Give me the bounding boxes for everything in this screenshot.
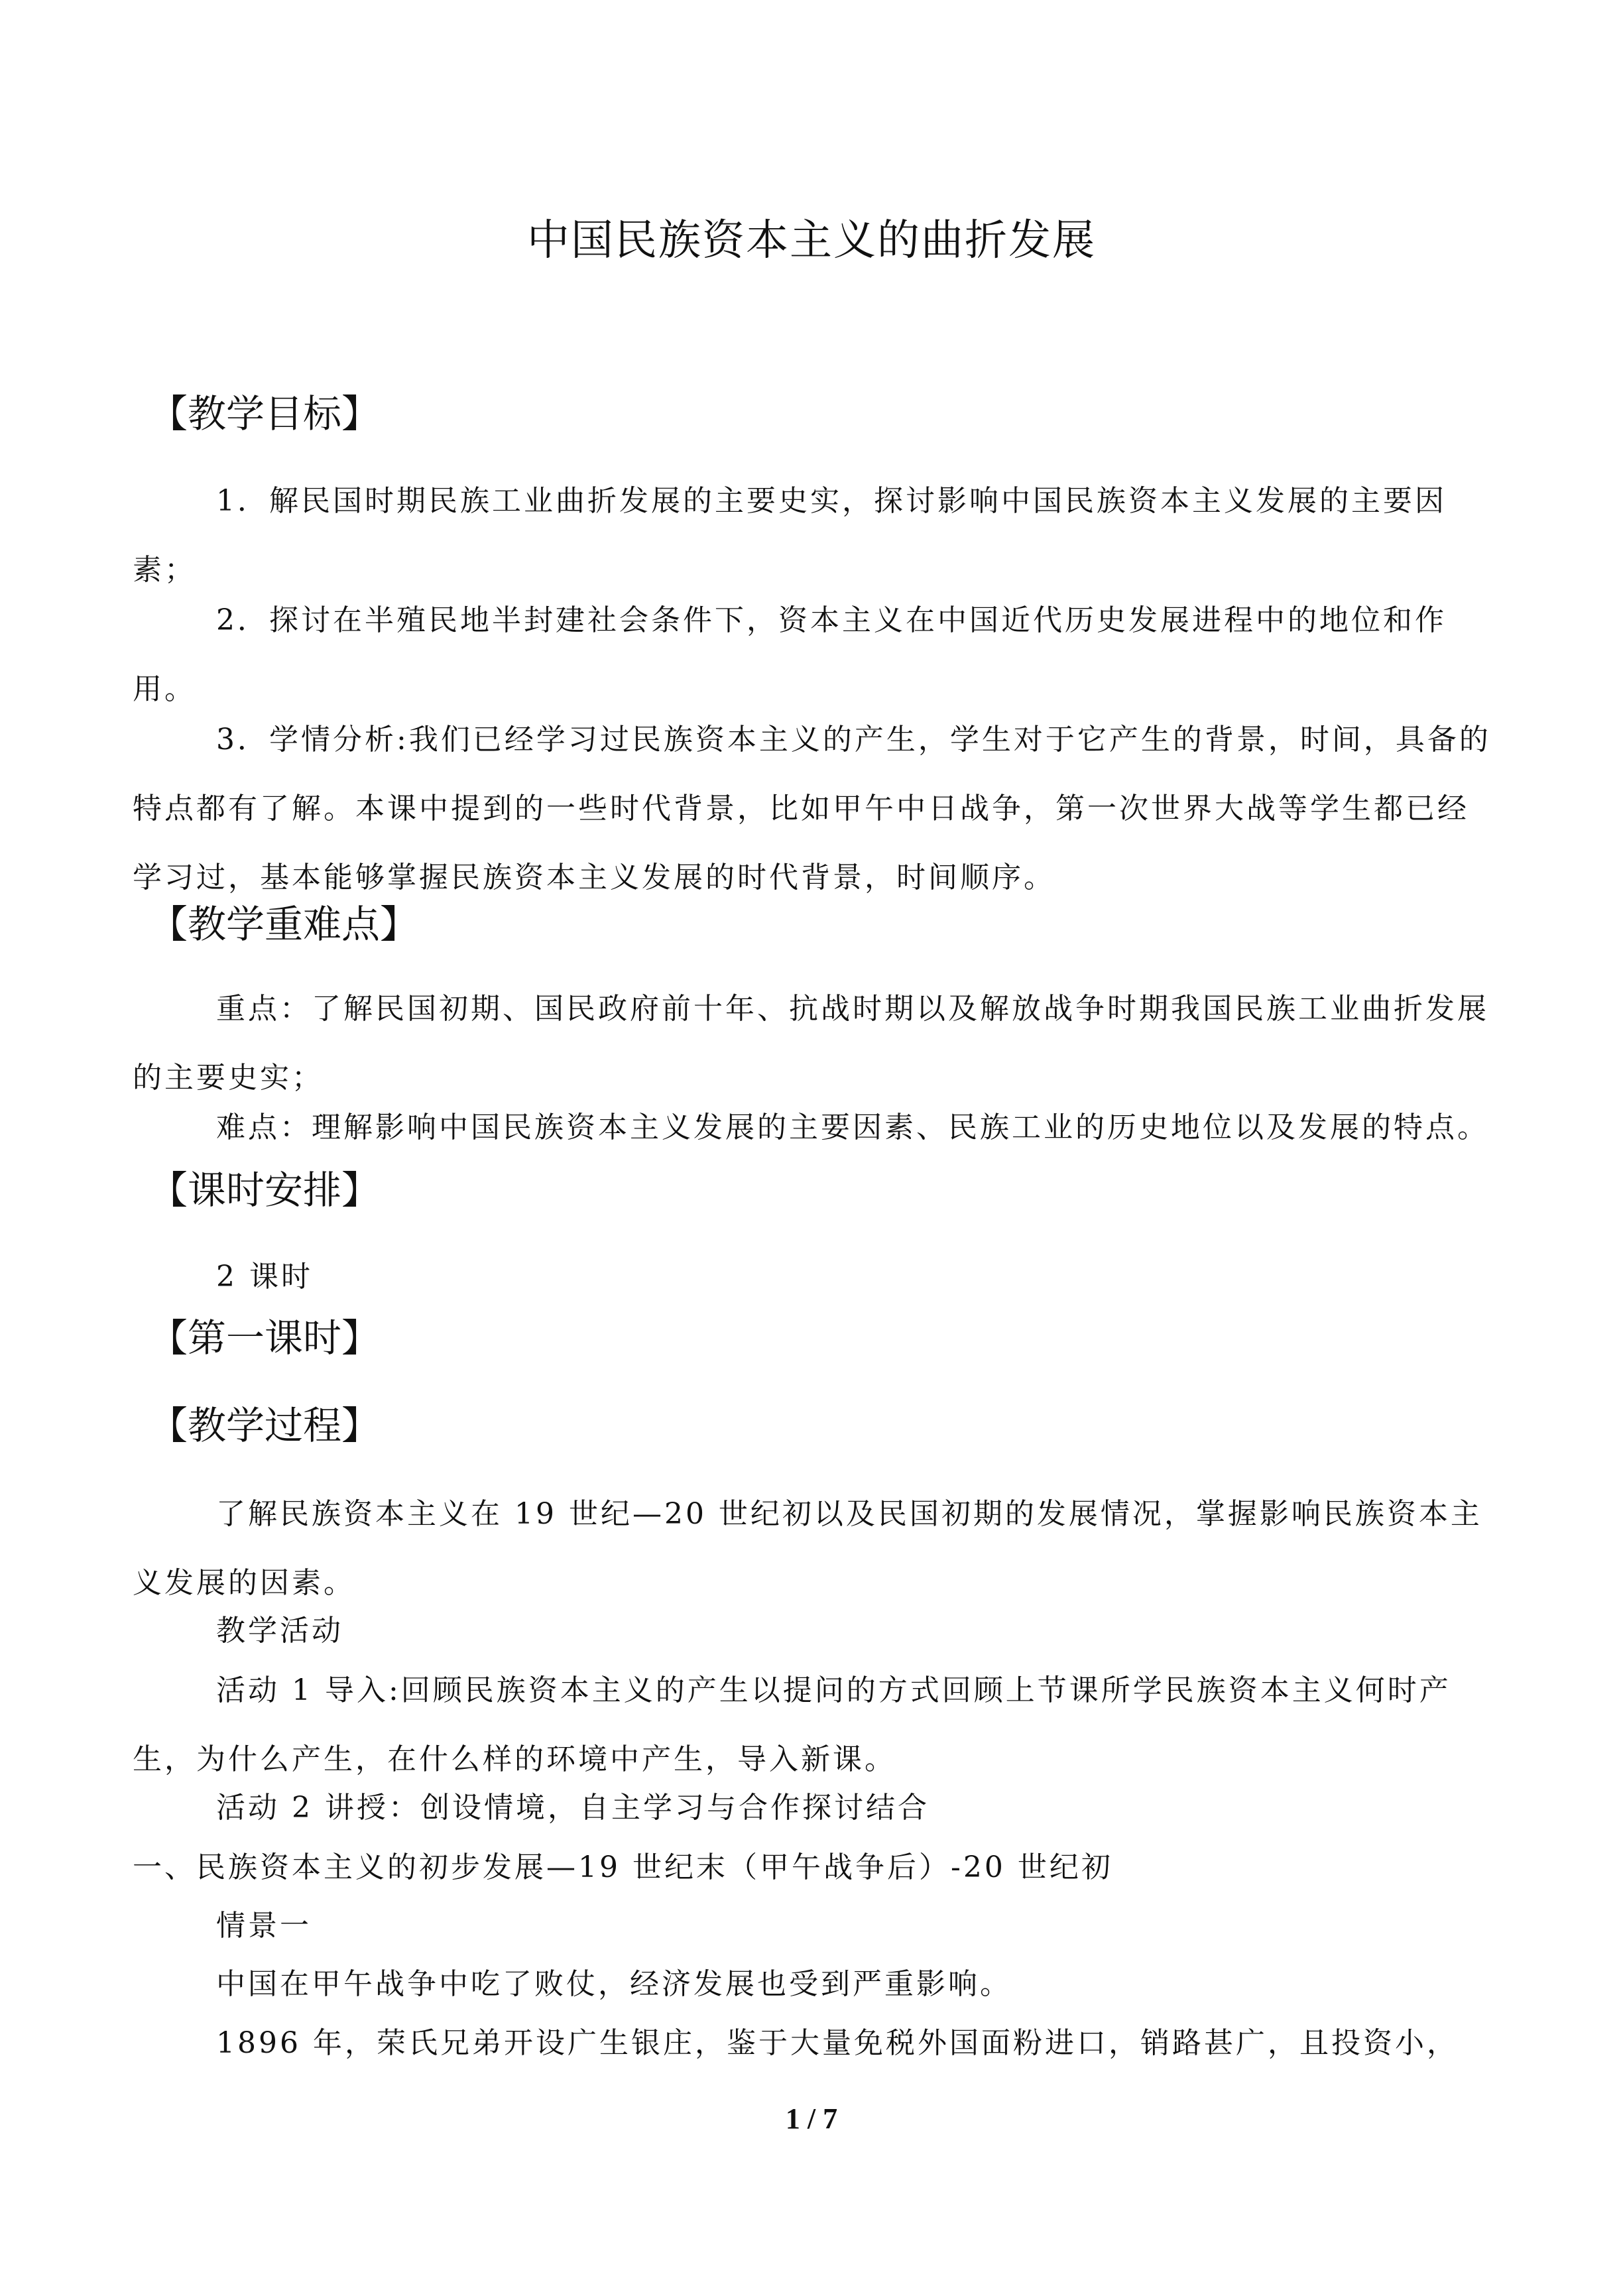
document-title: 中国民族资本主义的曲折发展 [527, 216, 1096, 265]
objective-2: 2．探讨在半殖民地半封建社会条件下，资本主义在中国近代历史发展进程中的地位和作用。 [133, 603, 1447, 706]
objective-3: 3．学情分析:我们已经学习过民族资本主义的产生，学生对于它产生的背景，时间，具备的特点都有了解。本课中提到的一些时代背景，比如甲午中日战争，第一次世界大战等学生都已经学习过，基本能够掌握民族资本主义发展的时代背景，时间顺序。 [133, 723, 1491, 894]
scene-one-paragraph-1: 中国在甲午战争中吃了败仗，经济发展也受到严重影响。 [216, 1967, 1012, 2001]
schedule-value: 2 课时 [216, 1260, 313, 1294]
heading-objectives: 【教学目标】 [149, 391, 381, 436]
heading-first-lesson: 【第一课时】 [149, 1315, 381, 1360]
difficult-point: 难点：理解影响中国民族资本主义发展的主要因素、民族工业的历史地位以及发展的特点。 [216, 1111, 1489, 1144]
part-one-title: 一、民族资本主义的初步发展—19 世纪末（甲午战争后）-20 世纪初 [133, 1850, 1113, 1884]
objective-1: 1．解民国时期民族工业曲折发展的主要史实，探讨影响中国民族资本主义发展的主要因素； [133, 484, 1447, 587]
heading-process: 【教学过程】 [149, 1403, 381, 1448]
scene-one-paragraph-2: 1896 年，荣氏兄弟开设广生银庄，鉴于大量免税外国面粉进口，销路甚广，且投资小， [216, 2026, 1459, 2060]
page-number: 1 / 7 [785, 2102, 838, 2135]
activity-2: 活动 2 讲授：创设情境，自主学习与合作探讨结合 [216, 1791, 930, 1825]
scene-one-label: 情景一 [216, 1909, 312, 1943]
activity-1: 活动 1 导入:回顾民族资本主义的产生以提问的方式回顾上节课所学民族资本主义何时产生，为什么产生，在什么样的环境中产生，导入新课。 [133, 1673, 1451, 1776]
heading-key-points: 【教学重难点】 [149, 902, 419, 947]
key-point: 重点：了解民国初期、国民政府前十年、抗战时期以及解放战争时期我国民族工业曲折发展的主要史实； [133, 992, 1489, 1095]
process-intro: 了解民族资本主义在 19 世纪—20 世纪初以及民国初期的发展情况，掌握影响民族资本主义发展的因素。 [133, 1497, 1482, 1600]
activities-label: 教学活动 [216, 1614, 343, 1648]
heading-schedule: 【课时安排】 [149, 1168, 381, 1213]
